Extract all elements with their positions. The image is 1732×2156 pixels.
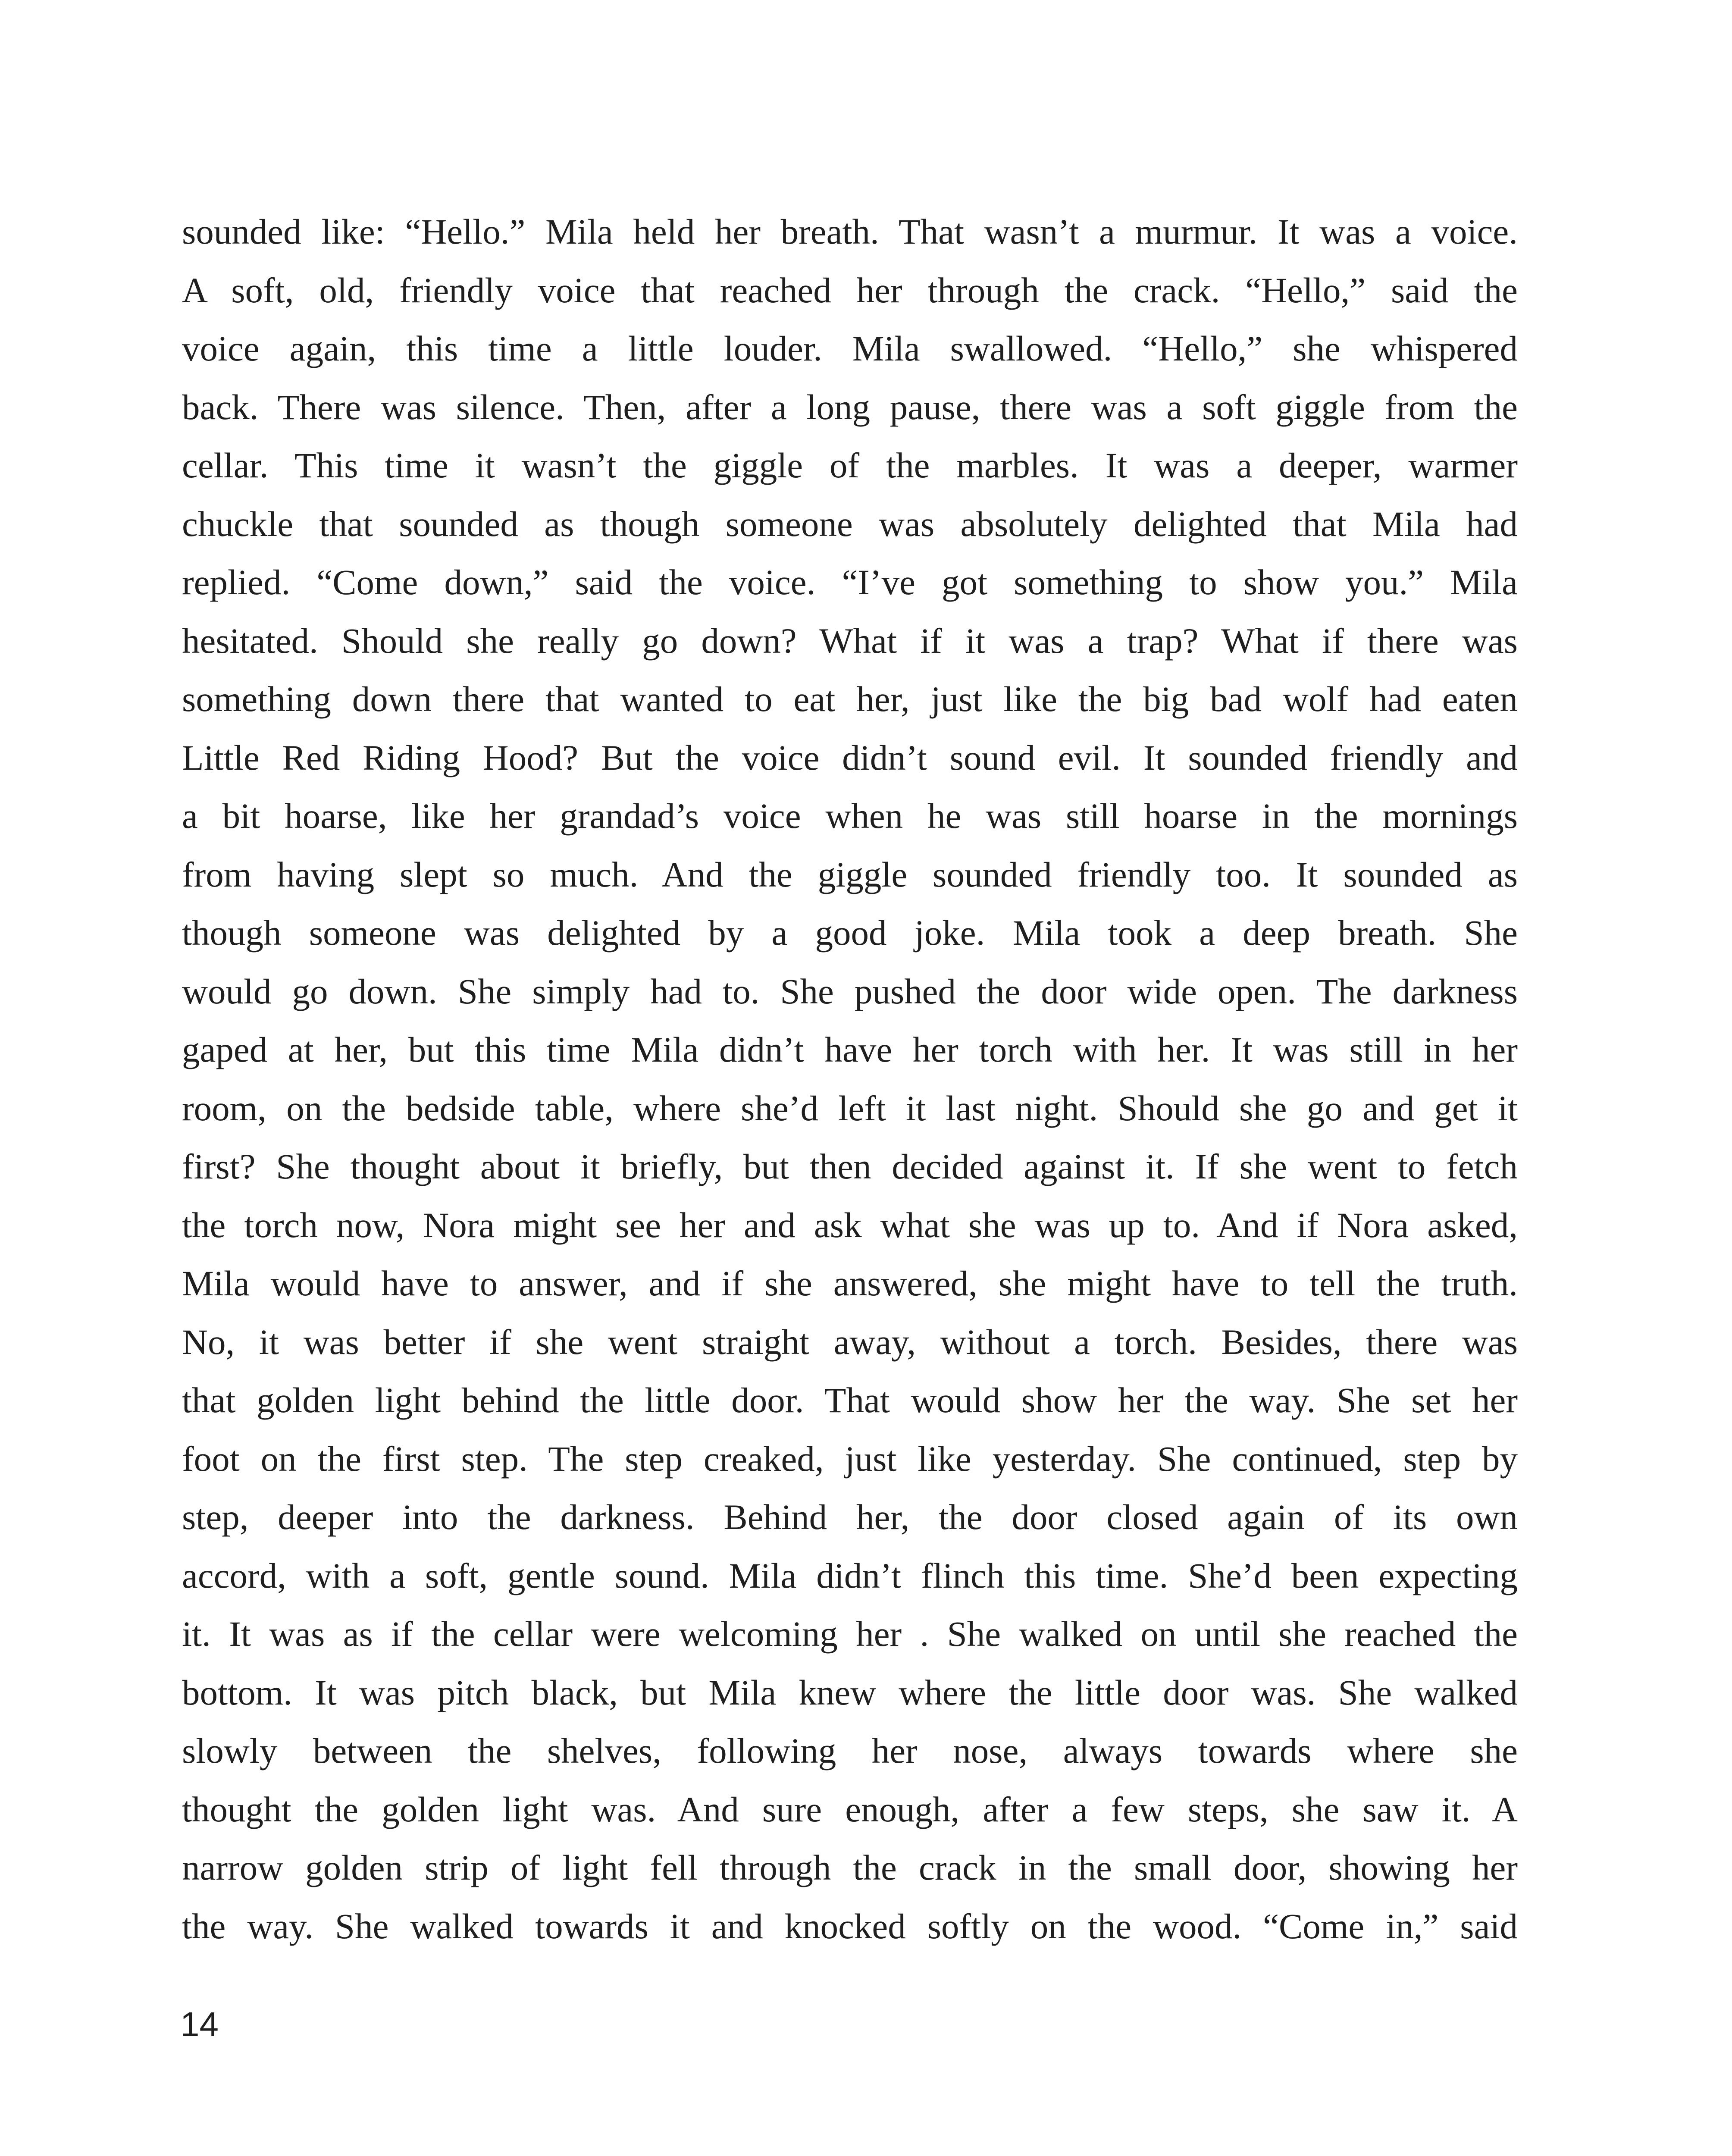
text-line: it. It was as if the cellar were welcoming her . She walked on until she reached the (182, 1614, 1518, 1654)
text-line: the torch now, Nora might see her and ask what she was up to. And if Nora asked, (182, 1205, 1518, 1245)
text-line: foot on the first step. The step creaked, just like yesterday. She continued, step by (182, 1438, 1518, 1479)
text-line: room, on the bedside table, where she’d left it last night. Should she go and get it (182, 1088, 1518, 1128)
text-line: narrow golden strip of light fell through the crack in the small door, showing her (182, 1848, 1518, 1887)
text-line: though someone was delighted by a good joke. Mila took a deep breath. She (182, 913, 1518, 953)
text-line: Little Red Riding Hood? But the voice didn’t sound evil. It sounded friendly and (182, 737, 1518, 777)
text-line: No, it was better if she went straight away, without a torch. Besides, there was (182, 1322, 1518, 1362)
text-line: gaped at her, but this time Mila didn’t have her torch with her. It was still in her (182, 1030, 1518, 1069)
text-line: A soft, old, friendly voice that reached her through the crack. “Hello,” said the (182, 270, 1518, 310)
text-line: first? She thought about it briefly, but then decided against it. If she went to fetch (182, 1147, 1518, 1186)
text-line: from having slept so much. And the giggle sounded friendly too. It sounded as (182, 854, 1518, 894)
text-line: would go down. She simply had to. She pushed the door wide open. The darkness (182, 971, 1518, 1011)
text-line: that golden light behind the little door. That would show her the way. She set her (182, 1380, 1518, 1420)
text-line: step, deeper into the darkness. Behind her, the door closed again of its own (182, 1497, 1518, 1537)
body-text (182, 203, 1518, 1955)
text-line: thought the golden light was. And sure enough, after a few steps, she saw it. A (182, 1789, 1518, 1829)
page-number: 14 (180, 2005, 219, 2043)
text-line: voice again, this time a little louder. Mila swallowed. “Hello,” she whispered (182, 329, 1518, 368)
text-line: cellar. This time it wasn’t the giggle of the marbles. It was a deeper, warmer (182, 445, 1518, 485)
text-line: slowly between the shelves, following her nose, always towards where she (182, 1731, 1518, 1771)
text-line: chuckle that sounded as though someone was absolutely delighted that Mila had (182, 504, 1518, 544)
text-line: something down there that wanted to eat her, just like the big bad wolf had eaten (182, 679, 1518, 719)
text-line: a bit hoarse, like her grandad’s voice when he was still hoarse in the mornings (182, 796, 1518, 836)
text-line: bottom. It was pitch black, but Mila knew where the little door was. She walked (182, 1672, 1518, 1712)
text-line: the way. She walked towards it and knocked softly on the wood. “Come in,” said (182, 1906, 1518, 1946)
text-line: Mila would have to answer, and if she answered, she might have to tell the truth. (182, 1263, 1518, 1303)
text-line: replied. “Come down,” said the voice. “I’ve got something to show you.” Mila (182, 562, 1518, 602)
text-line: accord, with a soft, gentle sound. Mila didn’t flinch this time. She’d been expecting (182, 1555, 1518, 1595)
text-line: sounded like: “Hello.” Mila held her breath. That wasn’t a murmur. It was a voice. (182, 212, 1518, 251)
text-line: hesitated. Should she really go down? What if it was a trap? What if there was (182, 620, 1518, 661)
text-line: back. There was silence. Then, after a long pause, there was a soft giggle from the (182, 387, 1518, 427)
